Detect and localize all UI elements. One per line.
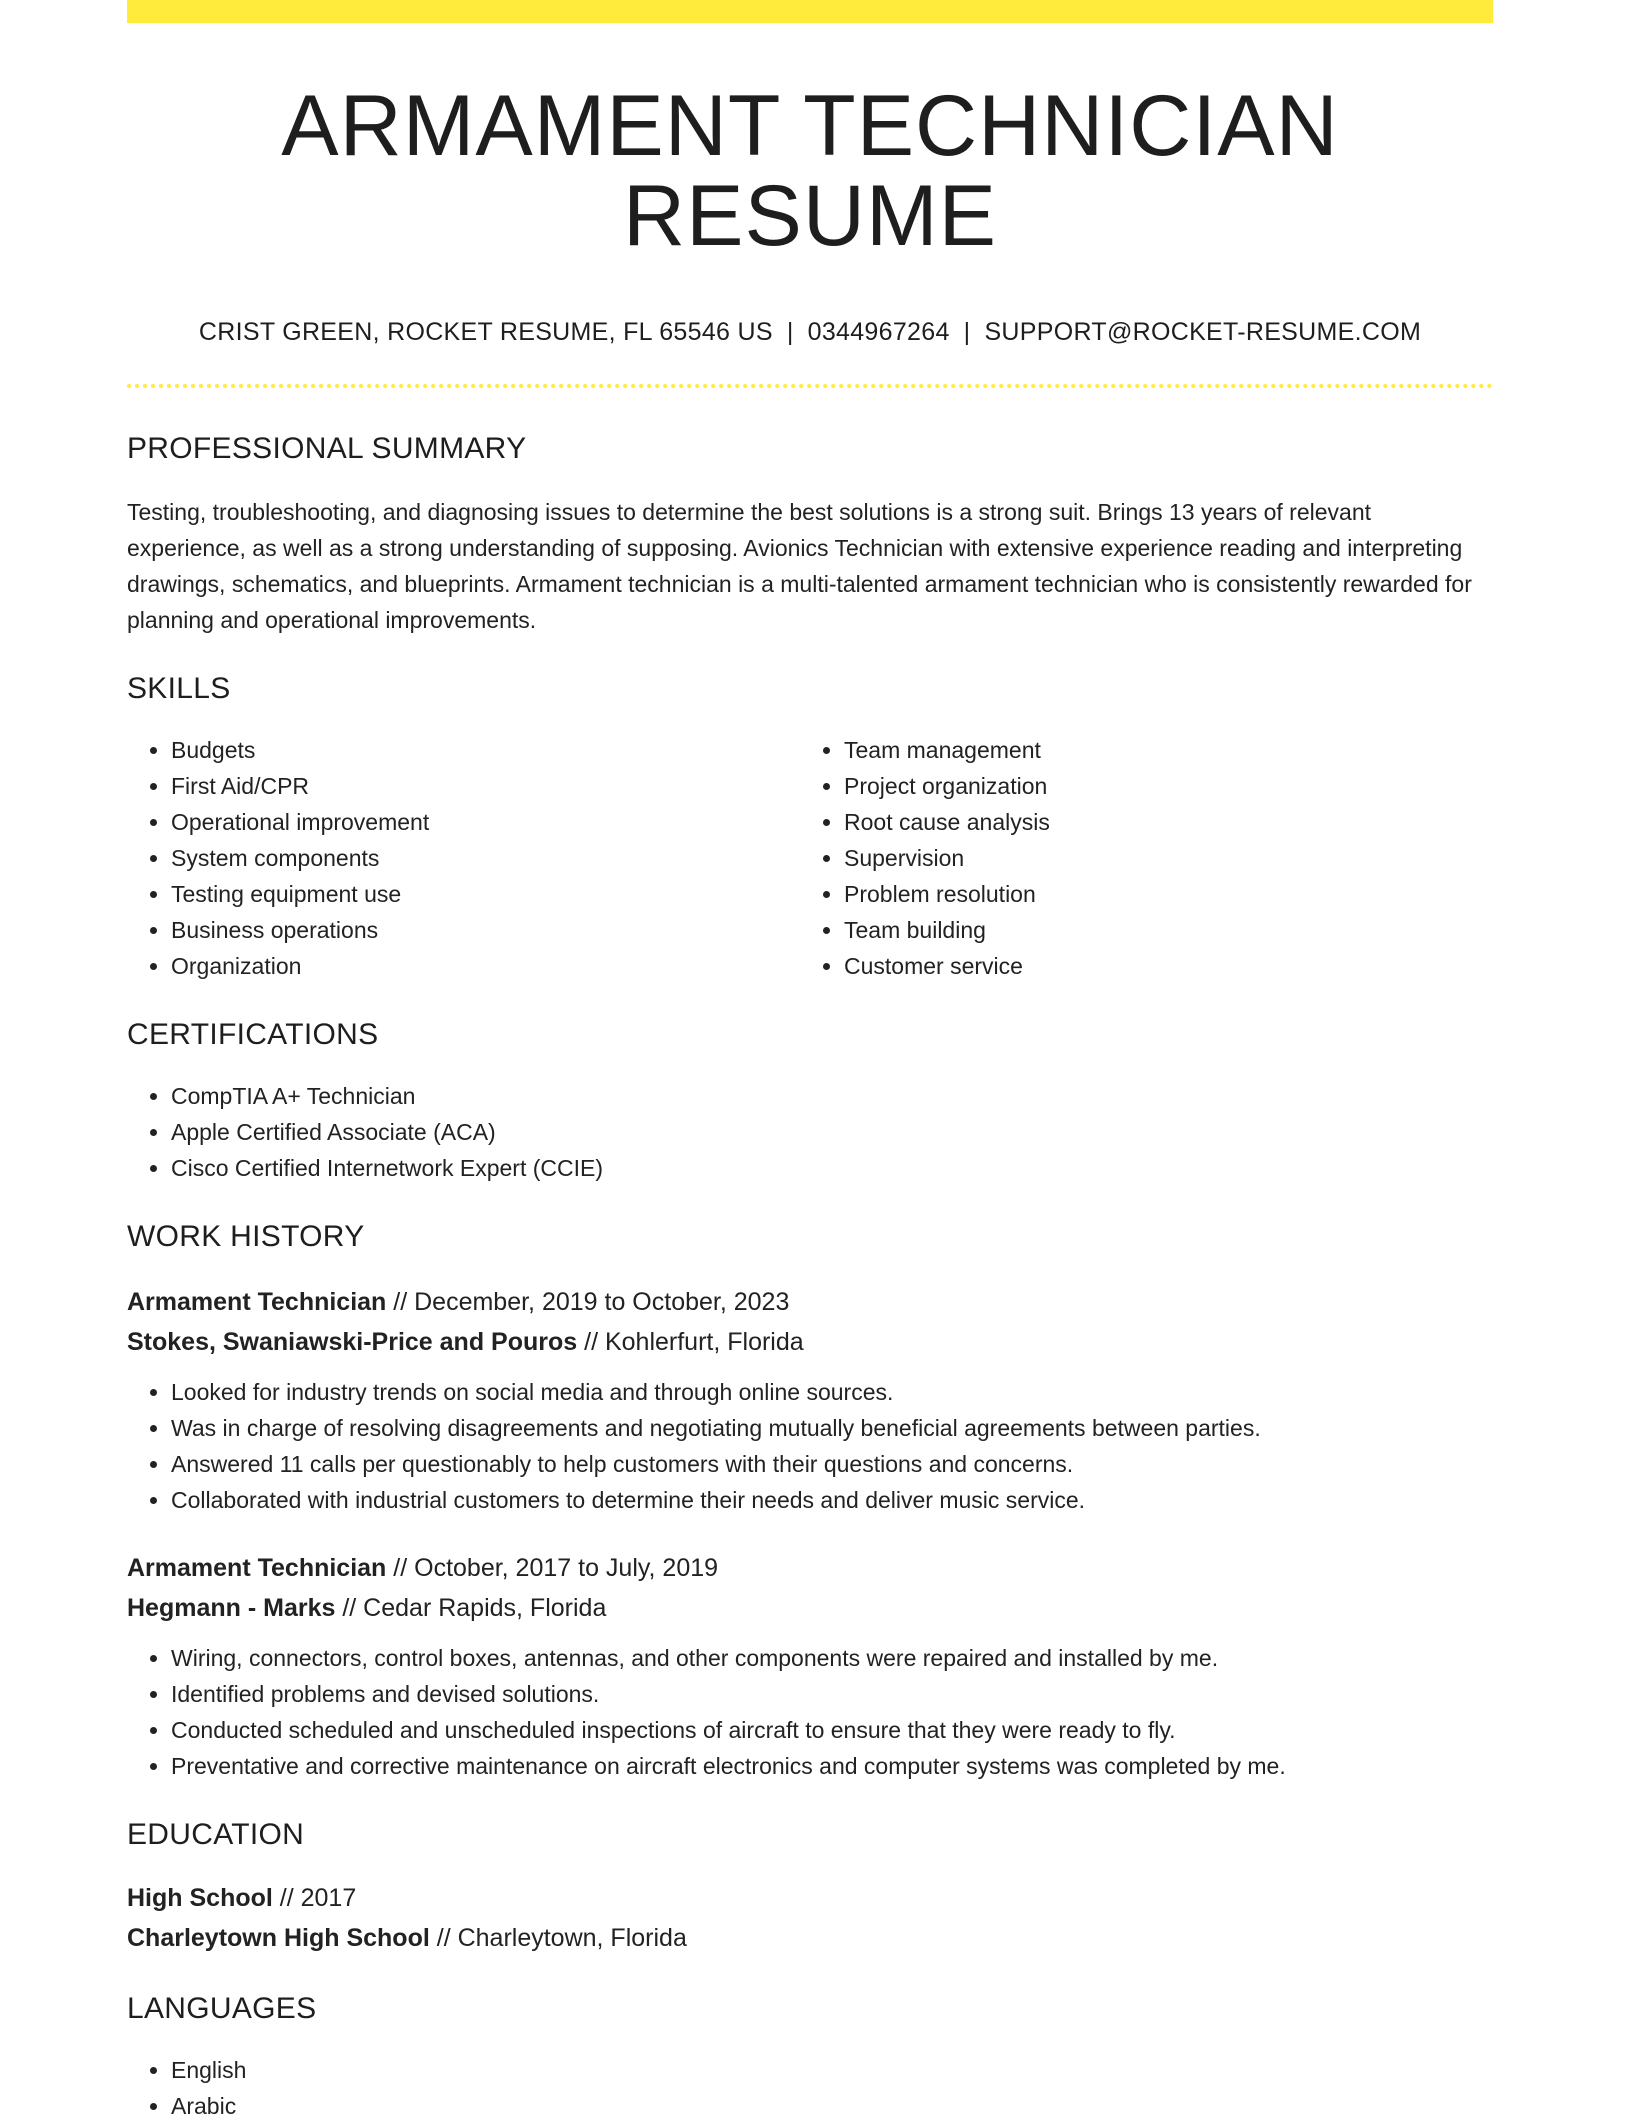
skill-item: • Team building: [844, 912, 1473, 948]
job-title: Armament Technician: [127, 1553, 387, 1582]
skill-item: • Project organization: [844, 768, 1473, 804]
certifications-heading: CERTIFICATIONS: [127, 1017, 379, 1051]
language-item: • English: [171, 2052, 1493, 2088]
skill-item: • Problem resolution: [844, 876, 1473, 912]
certification-item: • Cisco Certified Internetwork Expert (CCIE): [171, 1150, 1493, 1186]
resume-title: ARMAMENT TECHNICIAN RESUME: [281, 78, 1339, 265]
summary-text: Testing, troubleshooting, and diagnosing issues to determine the best solutions is a strong suit. Brings 13 years of relevant experience, as well as a strong understanding of supposing. Avionics Technician with extensive experience reading and interpreting drawings, schematics, and blueprints. Armament technician is a multi-talented armament technician who is consistently rewarded for planning and operational improvements.: [127, 498, 1472, 633]
language-item: • Arabic: [171, 2088, 1493, 2124]
job-company-line: [127, 1588, 1493, 1628]
skills-list-right: [800, 732, 1473, 984]
job-title-line: [127, 1548, 1493, 1588]
job-bullet: • Collaborated with industrial customers to determine their needs and deliver music service.: [171, 1482, 1493, 1518]
certification-item: • Apple Certified Associate (ACA): [171, 1114, 1493, 1150]
skill-item: • First Aid/CPR: [171, 768, 800, 804]
education-entry: [127, 1878, 1493, 1958]
job-entry: [127, 1282, 1493, 1518]
job-location: // Cedar Rapids, Florida: [342, 1593, 607, 1622]
job-title: Armament Technician: [127, 1287, 387, 1316]
job-location: // Kohlerfurt, Florida: [584, 1327, 804, 1356]
resume-page: [127, 0, 1493, 2124]
accent-top-bar: [127, 0, 1493, 23]
contact-separator: |: [786, 317, 794, 346]
skill-item: • Team management: [844, 732, 1473, 768]
education-school-line: [127, 1918, 1493, 1958]
skill-item: • Business operations: [171, 912, 800, 948]
skill-item: • Operational improvement: [171, 804, 800, 840]
skills-column-left: [127, 732, 800, 984]
job-title-line: [127, 1282, 1493, 1322]
contact-address: CRIST GREEN, ROCKET RESUME, FL 65546 US: [198, 317, 773, 346]
job-bullet: • Looked for industry trends on social media and through online sources.: [171, 1374, 1493, 1410]
job-entry: [127, 1548, 1493, 1784]
education-degree-line: [127, 1878, 1493, 1918]
skill-item: • Customer service: [844, 948, 1473, 984]
job-bullets: [127, 1640, 1493, 1784]
job-dates: // October, 2017 to July, 2019: [393, 1553, 719, 1582]
contact-line: [127, 318, 1493, 347]
job-bullet: • Identified problems and devised solutions.: [171, 1676, 1493, 1712]
job-bullet: • Answered 11 calls per questionably to help customers with their questions and concerns.: [171, 1446, 1493, 1482]
education-year: // 2017: [279, 1883, 357, 1912]
education-heading: EDUCATION: [127, 1817, 305, 1851]
job-bullet: • Was in charge of resolving disagreements and negotiating mutually beneficial agreements between parties.: [171, 1410, 1493, 1446]
contact-phone: 0344967264: [807, 317, 950, 346]
skill-item: • Testing equipment use: [171, 876, 800, 912]
job-bullets: [127, 1374, 1493, 1518]
contact-separator: |: [963, 317, 971, 346]
work-history-heading: WORK HISTORY: [127, 1219, 365, 1253]
skill-item: • System components: [171, 840, 800, 876]
dotted-divider: [127, 384, 1493, 388]
skill-item: • Supervision: [844, 840, 1473, 876]
education-school: Charleytown High School: [127, 1923, 430, 1952]
job-company: Hegmann - Marks: [127, 1593, 336, 1622]
certifications-list: [127, 1078, 1493, 1186]
contact-email: SUPPORT@ROCKET-RESUME.COM: [984, 317, 1422, 346]
skills-columns: [127, 732, 1493, 984]
skill-item: • Organization: [171, 948, 800, 984]
job-company: Stokes, Swaniawski-Price and Pouros: [127, 1327, 578, 1356]
skills-column-right: [800, 732, 1473, 984]
job-bullet: • Conducted scheduled and unscheduled inspections of aircraft to ensure that they were ready to fly.: [171, 1712, 1493, 1748]
job-bullet: • Preventative and corrective maintenance on aircraft electronics and computer systems was completed by me.: [171, 1748, 1493, 1784]
languages-heading: LANGUAGES: [127, 1991, 317, 2025]
skills-heading: SKILLS: [127, 671, 231, 705]
languages-list: [127, 2052, 1493, 2124]
certification-item: • CompTIA A+ Technician: [171, 1078, 1493, 1114]
skill-item: • Root cause analysis: [844, 804, 1473, 840]
job-dates: // December, 2019 to October, 2023: [393, 1287, 790, 1316]
job-bullet: • Wiring, connectors, control boxes, antennas, and other components were repaired and installed by me.: [171, 1640, 1493, 1676]
skill-item: • Budgets: [171, 732, 800, 768]
summary-heading: PROFESSIONAL SUMMARY: [127, 431, 527, 465]
skills-list-left: [127, 732, 800, 984]
education-location: // Charleytown, Florida: [436, 1923, 687, 1952]
job-company-line: [127, 1322, 1493, 1362]
education-degree: High School: [127, 1883, 273, 1912]
